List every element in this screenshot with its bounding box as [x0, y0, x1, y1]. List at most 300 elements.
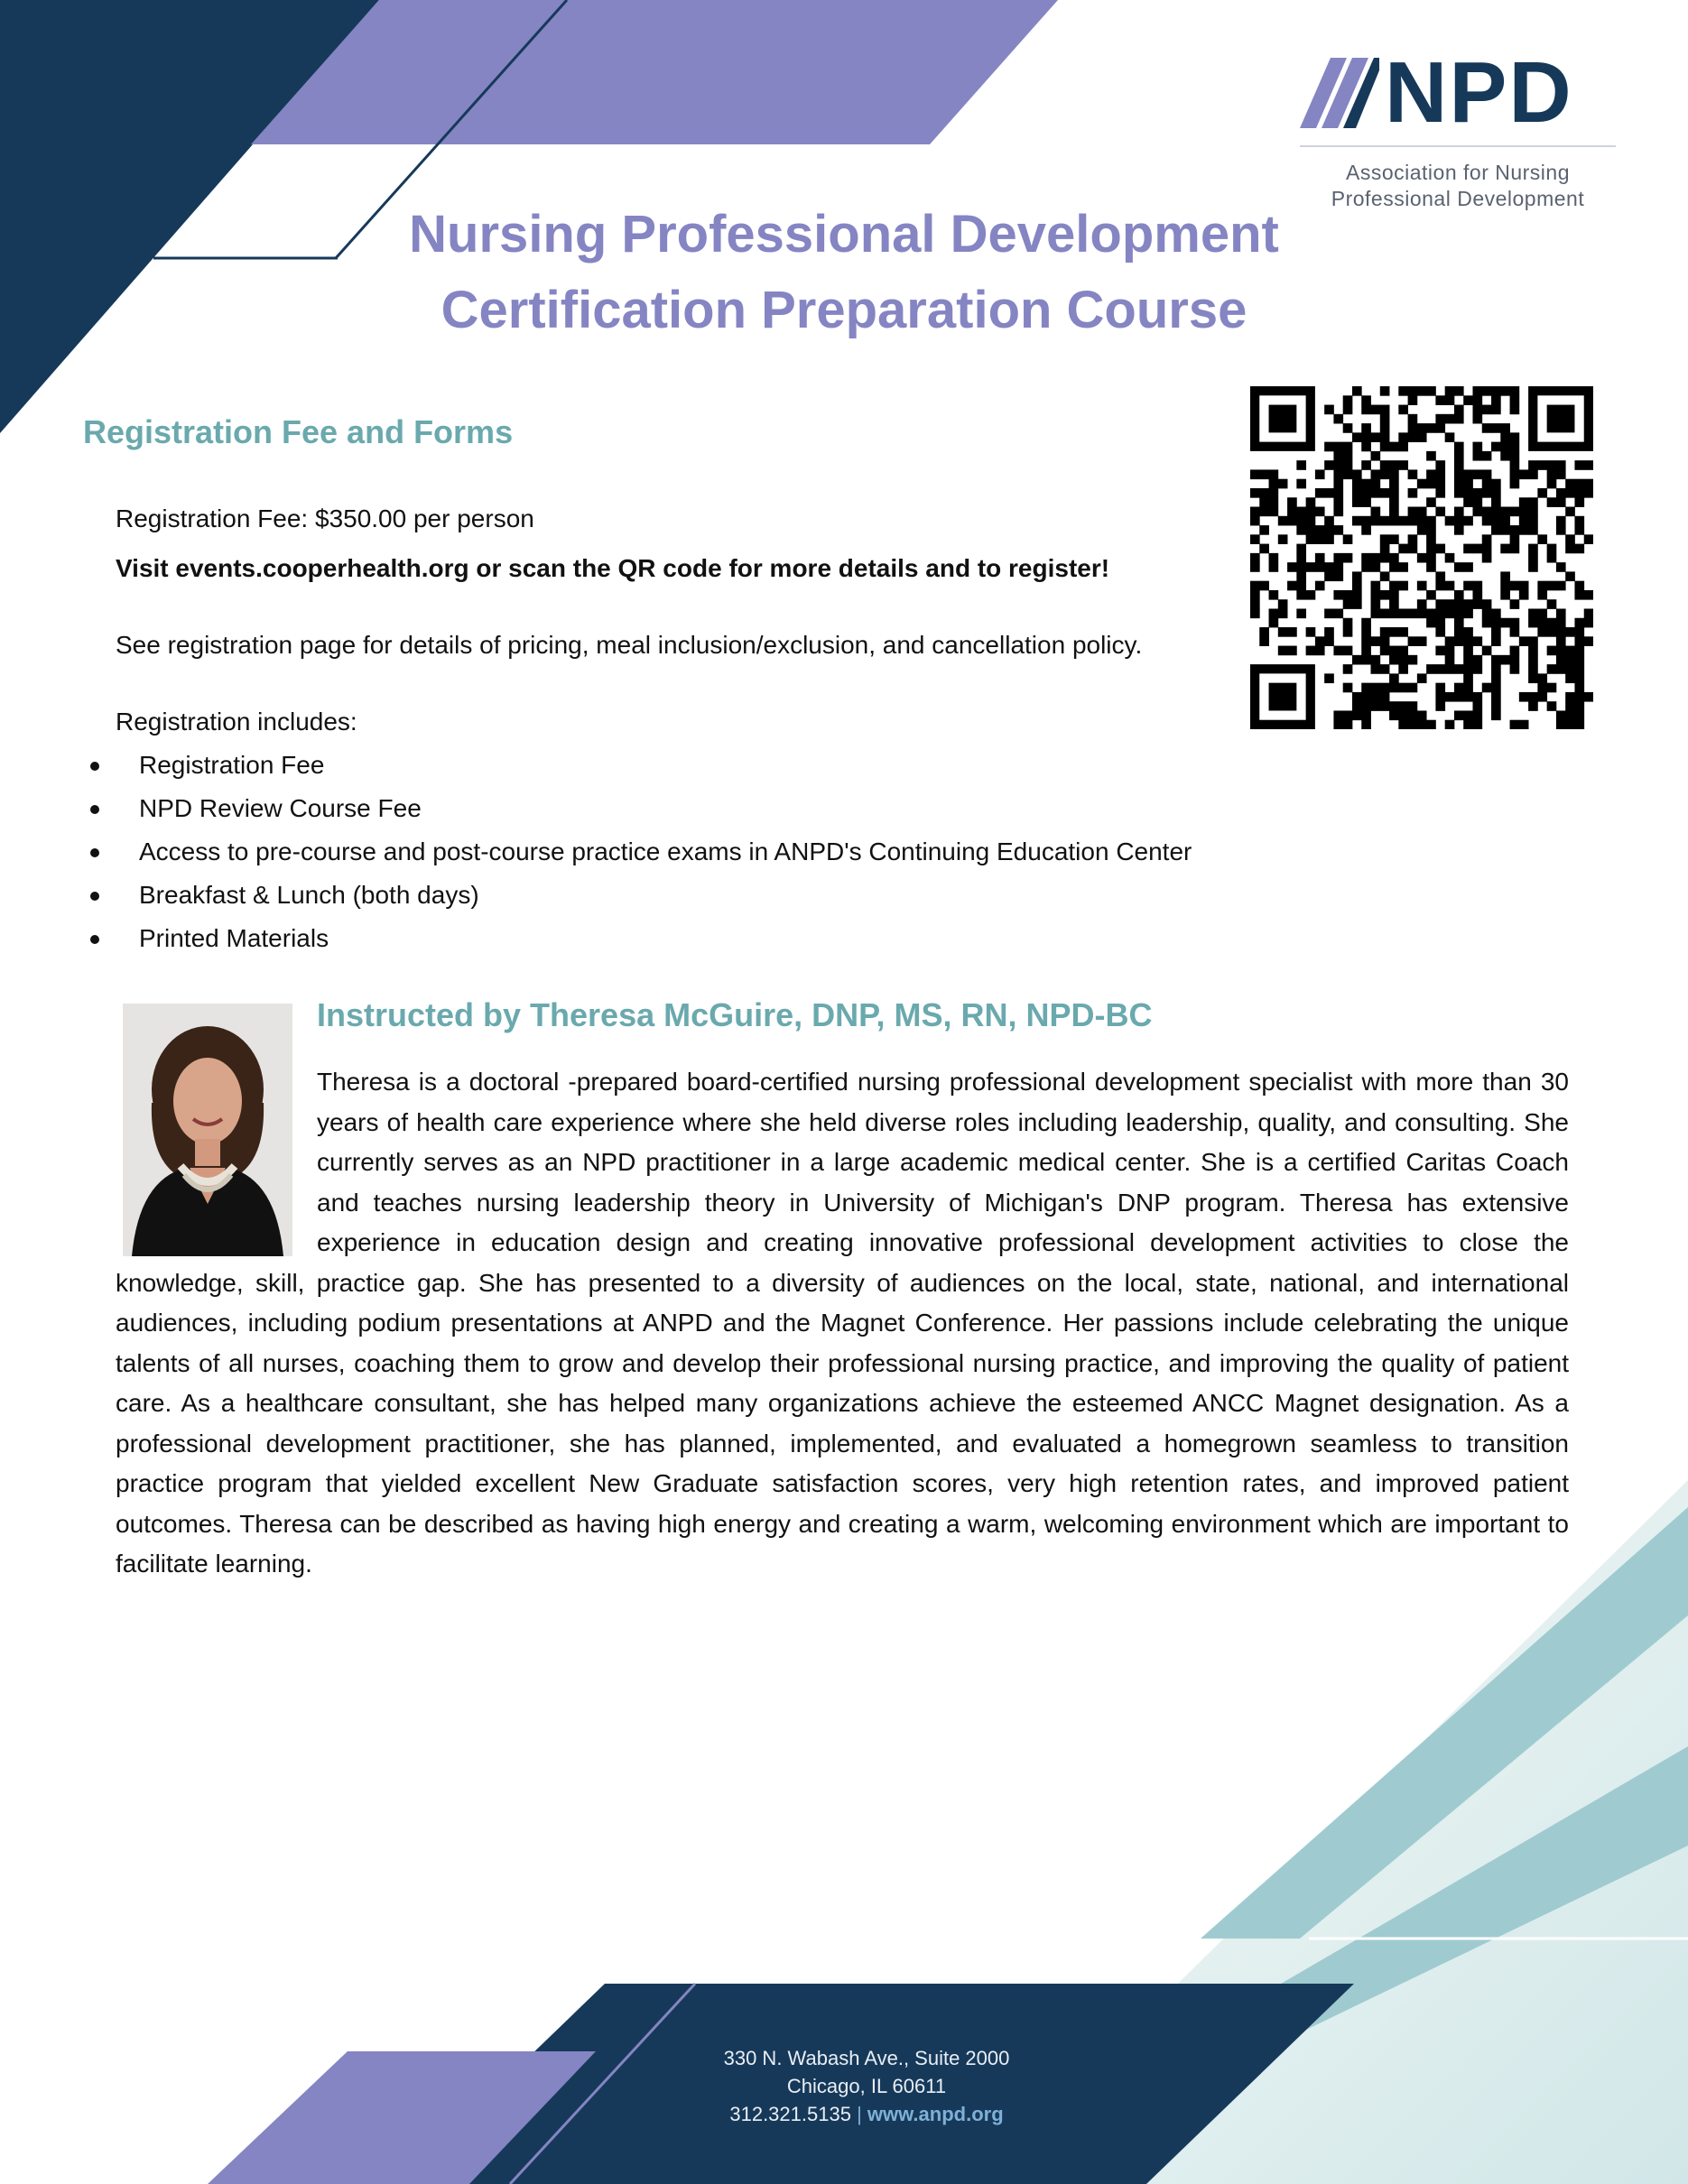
qr-module [1324, 562, 1334, 572]
qr-module [1398, 544, 1408, 554]
qr-module [1398, 720, 1408, 729]
qr-module [1454, 590, 1464, 600]
qr-module [1333, 488, 1343, 498]
qr-module [1574, 497, 1584, 507]
qr-module [1454, 451, 1464, 461]
qr-module [1408, 701, 1418, 711]
qr-module [1361, 636, 1371, 646]
qr-module [1296, 460, 1306, 470]
qr-module [1361, 646, 1371, 656]
logo-subtitle-line: Association for Nursing [1346, 161, 1570, 184]
qr-module [1417, 423, 1427, 433]
qr-module [1463, 599, 1473, 609]
qr-module [1389, 442, 1399, 452]
qr-module [1556, 710, 1566, 720]
qr-module [1565, 627, 1575, 637]
footer-contact-line [650, 2100, 1083, 2128]
qr-module [1472, 507, 1482, 517]
qr-module [1435, 608, 1445, 618]
qr-module [1445, 655, 1455, 665]
qr-module [1510, 655, 1520, 665]
page-title [343, 197, 1345, 348]
qr-module [1306, 525, 1316, 535]
qr-module [1547, 618, 1557, 628]
qr-module [1565, 720, 1575, 729]
qr-module [1250, 534, 1260, 544]
qr-module [1408, 720, 1418, 729]
qr-module [1472, 701, 1482, 711]
qr-module [1389, 553, 1399, 563]
qr-module [1472, 544, 1482, 554]
qr-module [1398, 627, 1408, 637]
qr-module [1463, 608, 1473, 618]
qr-module [1361, 562, 1371, 572]
qr-module [1556, 618, 1566, 628]
qr-module [1315, 469, 1325, 479]
qr-module [1454, 488, 1464, 498]
qr-module [1389, 710, 1399, 720]
qr-module [1296, 544, 1306, 554]
qr-module [1537, 488, 1547, 498]
qr-module [1510, 386, 1520, 396]
qr-module [1296, 581, 1306, 591]
qr-module [1556, 469, 1566, 479]
qr-module [1463, 646, 1473, 656]
qr-module [1343, 590, 1353, 600]
qr-module [1454, 710, 1464, 720]
qr-module [1565, 571, 1575, 581]
qr-module [1435, 395, 1445, 405]
qr-module [1380, 432, 1390, 442]
qr-module [1296, 516, 1306, 526]
qr-module [1380, 590, 1390, 600]
qr-module [1454, 414, 1464, 424]
qr-module [1454, 636, 1464, 646]
qr-module [1491, 497, 1501, 507]
qr-module [1361, 701, 1371, 711]
qr-module [1259, 581, 1269, 591]
qr-module [1389, 516, 1399, 526]
qr-module [1547, 497, 1557, 507]
qr-module [1510, 432, 1520, 442]
qr-module [1528, 497, 1538, 507]
qr-module [1278, 516, 1288, 526]
qr-module [1306, 516, 1316, 526]
qr-module [1482, 618, 1492, 628]
registration-details: See registration page for details of pricing, meal inclusion/exclusion, and cancellation policy. [116, 631, 1143, 659]
qr-module [1463, 395, 1473, 405]
qr-module [1324, 516, 1334, 526]
qr-module [1250, 507, 1260, 517]
qr-module [1324, 442, 1334, 452]
qr-module [1537, 590, 1547, 600]
qr-module [1491, 618, 1501, 628]
qr-module [1445, 516, 1455, 526]
qr-module [1556, 516, 1566, 526]
qr-module [1324, 525, 1334, 535]
qr-module [1371, 479, 1381, 489]
qr-module [1361, 525, 1371, 535]
qr-module [1482, 553, 1492, 563]
qr-module [1472, 414, 1482, 424]
qr-module [1259, 497, 1269, 507]
qr-module [1408, 683, 1418, 693]
qr-module [1380, 701, 1390, 711]
qr-module [1333, 646, 1343, 656]
qr-module [1528, 562, 1538, 572]
qr-module [1408, 423, 1418, 433]
qr-module [1269, 488, 1279, 498]
qr-module [1463, 562, 1473, 572]
registration-fee: Registration Fee: $350.00 per person [116, 504, 534, 532]
qr-module [1510, 451, 1520, 461]
qr-module [1426, 553, 1436, 563]
instructor-bio [116, 1062, 1569, 1585]
qr-module [1287, 497, 1297, 507]
qr-module [1296, 562, 1306, 572]
list-item-text: Access to pre-course and post-course practice exams in ANPD's Continuing Education Center [139, 838, 1192, 865]
qr-module [1361, 655, 1371, 665]
qr-module [1510, 442, 1520, 452]
qr-module [1482, 683, 1492, 693]
qr-module [1361, 720, 1371, 729]
qr-module [1389, 655, 1399, 665]
qr-module [1324, 673, 1334, 683]
qr-module [1556, 488, 1566, 498]
qr-module [1417, 636, 1427, 646]
qr-module [1269, 683, 1297, 711]
qr-module [1547, 599, 1557, 609]
qr-module [1380, 516, 1390, 526]
qr-module [1343, 646, 1353, 656]
qr-module [1417, 516, 1427, 526]
qr-module [1565, 544, 1575, 554]
qr-module [1426, 451, 1436, 461]
qr-module [1259, 469, 1269, 479]
qr-module [1547, 683, 1557, 693]
qr-module [1435, 618, 1445, 628]
qr-module [1472, 442, 1482, 452]
qr-module [1426, 525, 1436, 535]
qr-module [1259, 627, 1269, 637]
qr-module [1408, 655, 1418, 665]
qr-module [1352, 488, 1362, 498]
qr-module [1528, 664, 1538, 674]
qr-module [1324, 608, 1334, 618]
qr-module [1500, 618, 1510, 628]
qr-module [1296, 590, 1306, 600]
qr-module [1343, 405, 1353, 415]
qr-module [1352, 571, 1362, 581]
qr-module [1259, 488, 1269, 498]
qr-module [1491, 507, 1501, 517]
qr-module [1491, 395, 1501, 405]
qr-module [1556, 664, 1566, 674]
qr-module [1482, 544, 1492, 554]
qr-module [1435, 469, 1445, 479]
qr-module [1380, 571, 1390, 581]
footer-website-link[interactable]: www.anpd.org [867, 2103, 1004, 2125]
qr-code[interactable] [1250, 386, 1593, 729]
bio-text: Theresa is a doctoral -prepared board-certified nursing professional development specialist with more than 30 years of health care experience where she held diverse roles including leadership, quality, and consulting. She currently serves as an NPD practitioner in a large academic medical center. She is a certified Caritas Coach and teaches nursing leadership theory in University of Michigan's DNP program. Theresa has extensive experience in education design and creating innovative professional development activities to close the knowledge, skill, practice gap. She has presented to a diversity of audiences on the local, state, national, and international audiences, including podium presentations at ANPD and the Magnet Conference. Her passions include celebrating the unique talents of all nurses, coaching them to grow and develop their professional nursing practice, and improving the quality of patient care. As a healthcare consultant, she has helped many organizations achieve the esteemed ANCC Magnet designation. As a professional development practitioner, she has planned, implemented, and evaluated a homegrown seamless to transition practice program that yielded excellent New Graduate satisfaction scores, very high retention rates, and improved patient outcomes. Theresa can be described as having high energy and creating a warm, welcoming environment which are important to facilitate learning. [116, 1068, 1569, 1578]
qr-module [1463, 479, 1473, 489]
qr-module [1426, 497, 1436, 507]
qr-module [1435, 488, 1445, 498]
qr-module [1454, 516, 1464, 526]
qr-module [1287, 581, 1297, 591]
qr-module [1371, 432, 1381, 442]
qr-module [1361, 395, 1371, 405]
qr-module [1343, 451, 1353, 461]
qr-module [1250, 599, 1260, 609]
qr-module [1435, 544, 1445, 554]
qr-module [1333, 710, 1343, 720]
qr-module [1528, 553, 1538, 563]
qr-module [1537, 534, 1547, 544]
qr-module [1565, 488, 1575, 498]
qr-module [1380, 423, 1390, 433]
qr-module [1361, 405, 1371, 415]
qr-module [1556, 627, 1566, 637]
qr-module [1491, 683, 1501, 693]
qr-module [1417, 710, 1427, 720]
qr-module [1472, 581, 1482, 591]
qr-module [1343, 618, 1353, 628]
qr-module [1417, 479, 1427, 489]
qr-module [1343, 534, 1353, 544]
qr-module [1528, 618, 1538, 628]
qr-module [1389, 599, 1399, 609]
qr-module [1519, 692, 1529, 702]
qr-module [1250, 608, 1260, 618]
includes-label: Registration includes: [116, 708, 357, 736]
qr-module [1519, 507, 1529, 517]
qr-module [1510, 627, 1520, 637]
qr-module [1389, 608, 1399, 618]
qr-module [1445, 599, 1455, 609]
qr-module [1463, 469, 1473, 479]
qr-module [1435, 692, 1445, 702]
qr-module [1352, 692, 1362, 702]
qr-module [1565, 710, 1575, 720]
qr-module [1491, 655, 1501, 665]
qr-module [1500, 581, 1510, 591]
qr-module [1574, 460, 1584, 470]
qr-module [1584, 460, 1593, 470]
qr-module [1482, 599, 1492, 609]
qr-module [1408, 507, 1418, 517]
qr-module [1389, 590, 1399, 600]
qr-module [1510, 469, 1520, 479]
qr-module [1426, 516, 1436, 526]
qr-module [1361, 627, 1371, 637]
qr-module [1343, 469, 1353, 479]
qr-module [1565, 664, 1575, 674]
qr-module [1584, 692, 1593, 702]
qr-module [1547, 664, 1557, 674]
logo-divider [1300, 145, 1616, 147]
qr-module [1584, 608, 1593, 618]
qr-module [1445, 720, 1455, 729]
qr-module [1361, 497, 1371, 507]
qr-module [1352, 516, 1362, 526]
qr-module [1491, 479, 1501, 489]
qr-module [1528, 544, 1538, 554]
qr-module [1454, 664, 1464, 674]
qr-module [1454, 442, 1464, 452]
qr-module [1361, 683, 1371, 693]
logo-slash-mark [1300, 58, 1379, 128]
qr-module [1296, 525, 1306, 535]
qr-module [1408, 432, 1418, 442]
qr-module [1500, 516, 1510, 526]
list-item-text: Registration Fee [139, 751, 325, 779]
qr-module [1389, 562, 1399, 572]
qr-module [1500, 571, 1510, 581]
qr-module [1491, 710, 1501, 720]
qr-module [1389, 488, 1399, 498]
qr-module [1500, 386, 1510, 396]
qr-module [1537, 460, 1547, 470]
qr-module [1259, 525, 1269, 535]
qr-module [1371, 664, 1381, 674]
qr-module [1435, 599, 1445, 609]
qr-module [1510, 618, 1520, 628]
qr-module [1500, 590, 1510, 600]
qr-module [1371, 405, 1381, 415]
qr-module [1500, 525, 1510, 535]
qr-module [1389, 460, 1399, 470]
qr-module [1343, 599, 1353, 609]
qr-module [1547, 553, 1557, 563]
qr-module [1472, 590, 1482, 600]
qr-module [1482, 534, 1492, 544]
qr-module [1333, 479, 1343, 489]
list-item-text: NPD Review Course Fee [139, 794, 422, 822]
qr-module [1565, 673, 1575, 683]
qr-module [1472, 497, 1482, 507]
qr-module [1408, 386, 1418, 396]
qr-module [1269, 479, 1279, 489]
qr-module [1556, 497, 1566, 507]
qr-module [1371, 507, 1381, 517]
qr-module [1510, 395, 1520, 405]
qr-module [1352, 479, 1362, 489]
list-item [81, 791, 1192, 834]
qr-module [1463, 692, 1473, 702]
qr-module [1463, 720, 1473, 729]
qr-module [1389, 683, 1399, 693]
qr-module [1296, 507, 1306, 517]
qr-module [1547, 479, 1557, 489]
qr-module [1463, 581, 1473, 591]
qr-module [1417, 553, 1427, 563]
qr-module [1574, 627, 1584, 637]
qr-module [1269, 590, 1279, 600]
qr-module [1574, 655, 1584, 665]
qr-module [1352, 599, 1362, 609]
qr-module [1408, 395, 1418, 405]
qr-module [1315, 636, 1325, 646]
qr-module [1352, 590, 1362, 600]
qr-module [1371, 692, 1381, 702]
qr-module [1574, 710, 1584, 720]
qr-module [1463, 516, 1473, 526]
qr-module [1574, 646, 1584, 656]
qr-module [1398, 432, 1408, 442]
qr-module [1398, 460, 1408, 470]
qr-module [1500, 451, 1510, 461]
qr-module [1315, 553, 1325, 563]
list-item [81, 834, 1192, 877]
qr-module [1491, 627, 1501, 637]
list-item-text: Breakfast & Lunch (both days) [139, 881, 479, 909]
qr-module [1259, 507, 1269, 517]
qr-module [1278, 534, 1288, 544]
qr-module [1574, 581, 1584, 591]
registration-link-text[interactable]: Visit events.cooperhealth.org or scan the QR code for more details and to register! [116, 554, 1110, 582]
qr-module [1398, 710, 1408, 720]
qr-module [1472, 469, 1482, 479]
qr-module [1426, 720, 1436, 729]
qr-module [1491, 525, 1501, 535]
qr-module [1408, 710, 1418, 720]
qr-module [1500, 423, 1510, 433]
qr-module [1361, 692, 1371, 702]
qr-module [1454, 460, 1464, 470]
qr-module [1482, 386, 1492, 396]
qr-module [1472, 451, 1482, 461]
qr-module [1547, 460, 1557, 470]
qr-module [1269, 497, 1279, 507]
qr-module [1343, 627, 1353, 637]
qr-module [1380, 683, 1390, 693]
qr-module [1445, 646, 1455, 656]
qr-module [1371, 608, 1381, 618]
qr-module [1510, 405, 1520, 415]
qr-module [1574, 618, 1584, 628]
qr-module [1398, 516, 1408, 526]
qr-module [1584, 618, 1593, 628]
qr-module [1371, 590, 1381, 600]
qr-module [1389, 534, 1399, 544]
qr-module [1408, 544, 1418, 554]
qr-module [1491, 516, 1501, 526]
qr-module [1463, 497, 1473, 507]
qr-module [1519, 516, 1529, 526]
qr-module [1528, 469, 1538, 479]
qr-module [1519, 469, 1529, 479]
qr-module [1426, 590, 1436, 600]
qr-module [1250, 581, 1260, 591]
qr-module [1547, 405, 1575, 433]
qr-module [1491, 488, 1501, 498]
qr-module [1333, 460, 1343, 470]
qr-module [1463, 636, 1473, 646]
qr-module [1500, 544, 1510, 554]
qr-module [1361, 423, 1371, 433]
qr-module [1426, 562, 1436, 572]
qr-module [1454, 692, 1464, 702]
list-item [81, 877, 1192, 921]
qr-module [1250, 590, 1260, 600]
bullet-icon [90, 762, 99, 771]
qr-module [1389, 469, 1399, 479]
qr-module [1537, 673, 1547, 683]
qr-module [1565, 655, 1575, 665]
qr-module [1435, 571, 1445, 581]
qr-module [1574, 479, 1584, 489]
